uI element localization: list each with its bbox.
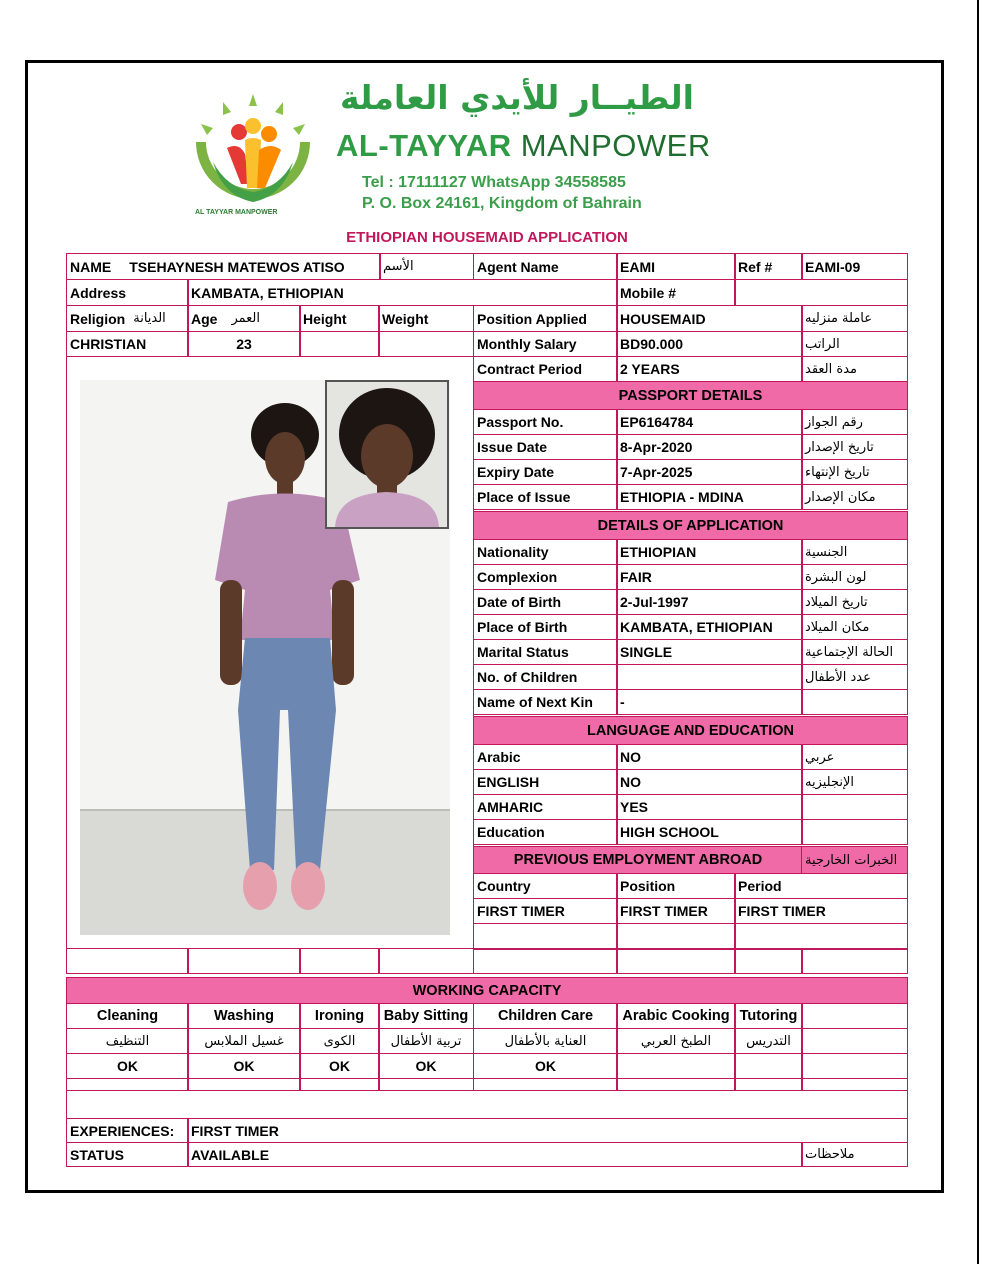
skill-arabic: الكوى [299, 1028, 380, 1054]
employment-header-position: Position [616, 873, 736, 899]
application-row-value: KAMBATA, ETHIOPIAN [616, 614, 803, 640]
weight-value [378, 331, 474, 357]
employment-empty-cell [734, 923, 908, 950]
application-row-label: No. of Children [473, 664, 618, 690]
working-capacity-title: WORKING CAPACITY [66, 977, 908, 1004]
skill-status: OK [473, 1053, 618, 1079]
application-row-value: SINGLE [616, 639, 803, 665]
application-row-arabic: الجنسية [801, 539, 908, 565]
passport-row-label: Place of Issue [473, 484, 618, 510]
skill-arabic: التنظيف [66, 1028, 189, 1054]
employment-period-value: FIRST TIMER [734, 898, 908, 924]
skill-label: Washing [187, 1003, 301, 1029]
skill-empty-cell [801, 1053, 908, 1079]
address-value: KAMBATA, ETHIOPIAN [187, 279, 618, 306]
application-row-arabic: تاريخ الميلاد [801, 589, 908, 615]
religion-value: CHRISTIAN [66, 331, 189, 357]
position-arabic: عاملة منزليه [801, 305, 908, 332]
name-label: NAME [70, 258, 112, 275]
page-edge-rule [977, 0, 979, 1264]
name-arabic: الأسم [379, 253, 474, 280]
language-row-arabic: الإنجليزيه [801, 769, 908, 795]
skill-status [734, 1053, 803, 1079]
spacer-cell [299, 948, 380, 974]
application-row-label: Place of Birth [473, 614, 618, 640]
application-row-arabic: مكان الميلاد [801, 614, 908, 640]
skill-status [616, 1053, 736, 1079]
company-name-english: AL-TAYYAR MANPOWER [336, 128, 711, 163]
application-section-title: DETAILS OF APPLICATION [473, 511, 908, 540]
passport-row-value: EP6164784 [616, 409, 803, 435]
language-row-value: HIGH SCHOOL [616, 819, 803, 845]
contact-phone: Tel : 17111127 WhatsApp 34558585 [362, 174, 626, 191]
address-label: Address [66, 279, 189, 306]
language-row-value: YES [616, 794, 803, 820]
status-label: STATUS [66, 1142, 189, 1167]
passport-section-title: PASSPORT DETAILS [473, 381, 908, 410]
language-row-label: AMHARIC [473, 794, 618, 820]
passport-row-arabic: مكان الإصدار [801, 484, 908, 510]
passport-row-arabic: تاريخ الإنتهاء [801, 459, 908, 485]
skill-label: Arabic Cooking [616, 1003, 736, 1029]
passport-row-label: Issue Date [473, 434, 618, 460]
language-row-value: NO [616, 744, 803, 770]
language-row-label: Education [473, 819, 618, 845]
skill-label: Tutoring [734, 1003, 803, 1029]
ref-label: Ref # [734, 253, 803, 280]
language-row-label: Arabic [473, 744, 618, 770]
experiences-value: FIRST TIMER [187, 1118, 908, 1143]
agent-label: Agent Name [473, 253, 618, 280]
religion-arabic: الديانة [133, 311, 166, 326]
status-value: AVAILABLE [187, 1142, 803, 1167]
spacer-cell [801, 948, 908, 974]
application-row-arabic: عدد الأطفال [801, 664, 908, 690]
age-header [187, 305, 301, 332]
spacer-cell [378, 948, 474, 974]
ref-value: EAMI-09 [801, 253, 908, 280]
spacer-cell [734, 948, 803, 974]
name-value: TSEHAYNESH MATEWOS ATISO [129, 258, 345, 275]
age-arabic: العمر [231, 311, 260, 326]
passport-row-arabic: تاريخ الإصدار [801, 434, 908, 460]
spacer-cell [473, 948, 618, 974]
experiences-spacer [66, 1090, 908, 1120]
employment-empty-cell [473, 923, 618, 950]
application-row-value: ETHIOPIAN [616, 539, 803, 565]
language-row-value: NO [616, 769, 803, 795]
agent-value: EAMI [616, 253, 736, 280]
skill-label: Ironing [299, 1003, 380, 1029]
company-name-arabic: الطيــار للأيدي العاملة [339, 78, 694, 117]
application-row-value: - [616, 689, 803, 715]
passport-row-label: Expiry Date [473, 459, 618, 485]
spacer-cell [187, 948, 301, 974]
religion-label: Religion [70, 310, 126, 327]
contract-label: Contract Period [473, 356, 618, 382]
company-contact [362, 172, 642, 214]
employment-empty-cell [616, 923, 736, 950]
application-row-label: Date of Birth [473, 589, 618, 615]
salary-value: BD90.000 [616, 331, 803, 357]
age-label: Age [191, 310, 218, 327]
name-cell [66, 253, 381, 280]
application-row-label: Name of Next Kin [473, 689, 618, 715]
skill-empty-cell [801, 1028, 908, 1054]
employment-header-period: Period [734, 873, 908, 899]
employment-header-country: Country [473, 873, 618, 899]
language-row-arabic [801, 819, 908, 845]
contract-arabic: مدة العقد [801, 356, 908, 382]
skill-arabic: غسيل الملابس [187, 1028, 301, 1054]
application-row-value: 2-Jul-1997 [616, 589, 803, 615]
skill-status: OK [66, 1053, 189, 1079]
passport-row-arabic: رقم الجواز [801, 409, 908, 435]
language-section-title: LANGUAGE AND EDUCATION [473, 716, 908, 745]
age-value: 23 [187, 331, 301, 357]
passport-row-label: Passport No. [473, 409, 618, 435]
skill-arabic: العناية بالأطفال [473, 1028, 618, 1054]
form-title: ETHIOPIAN HOUSEMAID APPLICATION [346, 229, 628, 246]
application-row-arabic: لون البشرة [801, 564, 908, 590]
language-row-arabic [801, 794, 908, 820]
contact-address: P. O. Box 24161, Kingdom of Bahrain [362, 195, 642, 212]
skill-label: Children Care [473, 1003, 618, 1029]
skill-arabic: الطبخ العربي [616, 1028, 736, 1054]
spacer-cell [66, 948, 189, 974]
language-row-label: ENGLISH [473, 769, 618, 795]
skill-status: OK [187, 1053, 301, 1079]
position-label: Position Applied [473, 305, 618, 332]
application-row-value [616, 664, 803, 690]
position-value: HOUSEMAID [616, 305, 803, 332]
skill-status: OK [299, 1053, 380, 1079]
skill-arabic: تربية الأطفال [378, 1028, 474, 1054]
spacer-cell [616, 948, 736, 974]
salary-arabic: الراتب [801, 331, 908, 357]
employment-country-value: FIRST TIMER [473, 898, 618, 924]
employment-position-value: FIRST TIMER [616, 898, 736, 924]
skill-label: Baby Sitting [378, 1003, 474, 1029]
employment-section-title-arabic: الخبرات الخارجية [801, 846, 908, 874]
application-row-arabic: الحالة الإجتماعية [801, 639, 908, 665]
remarks-arabic: ملاحظات [801, 1142, 908, 1167]
application-row-label: Marital Status [473, 639, 618, 665]
skill-label: Cleaning [66, 1003, 189, 1029]
mobile-label: Mobile # [616, 279, 736, 306]
skill-status: OK [378, 1053, 474, 1079]
passport-row-value: 8-Apr-2020 [616, 434, 803, 460]
passport-row-value: 7-Apr-2025 [616, 459, 803, 485]
applicant-portrait-photo [325, 380, 449, 529]
language-row-arabic: عربي [801, 744, 908, 770]
application-row-label: Nationality [473, 539, 618, 565]
emblem-text: AL TAYYAR MANPOWER [195, 209, 278, 216]
height-label: Height [299, 305, 380, 332]
skill-arabic: التدريس [734, 1028, 803, 1054]
religion-header [66, 305, 189, 332]
mobile-value [734, 279, 908, 306]
contract-value: 2 YEARS [616, 356, 803, 382]
weight-label: Weight [378, 305, 474, 332]
application-row-label: Complexion [473, 564, 618, 590]
passport-row-value: ETHIOPIA - MDINA [616, 484, 803, 510]
skill-empty-cell [801, 1003, 908, 1029]
employment-section-title: PREVIOUS EMPLOYMENT ABROAD [473, 846, 803, 874]
company-logo-emblem [183, 92, 323, 220]
experiences-label: EXPERIENCES: [66, 1118, 189, 1143]
height-value [299, 331, 380, 357]
application-row-value: FAIR [616, 564, 803, 590]
salary-label: Monthly Salary [473, 331, 618, 357]
application-row-arabic [801, 689, 908, 715]
